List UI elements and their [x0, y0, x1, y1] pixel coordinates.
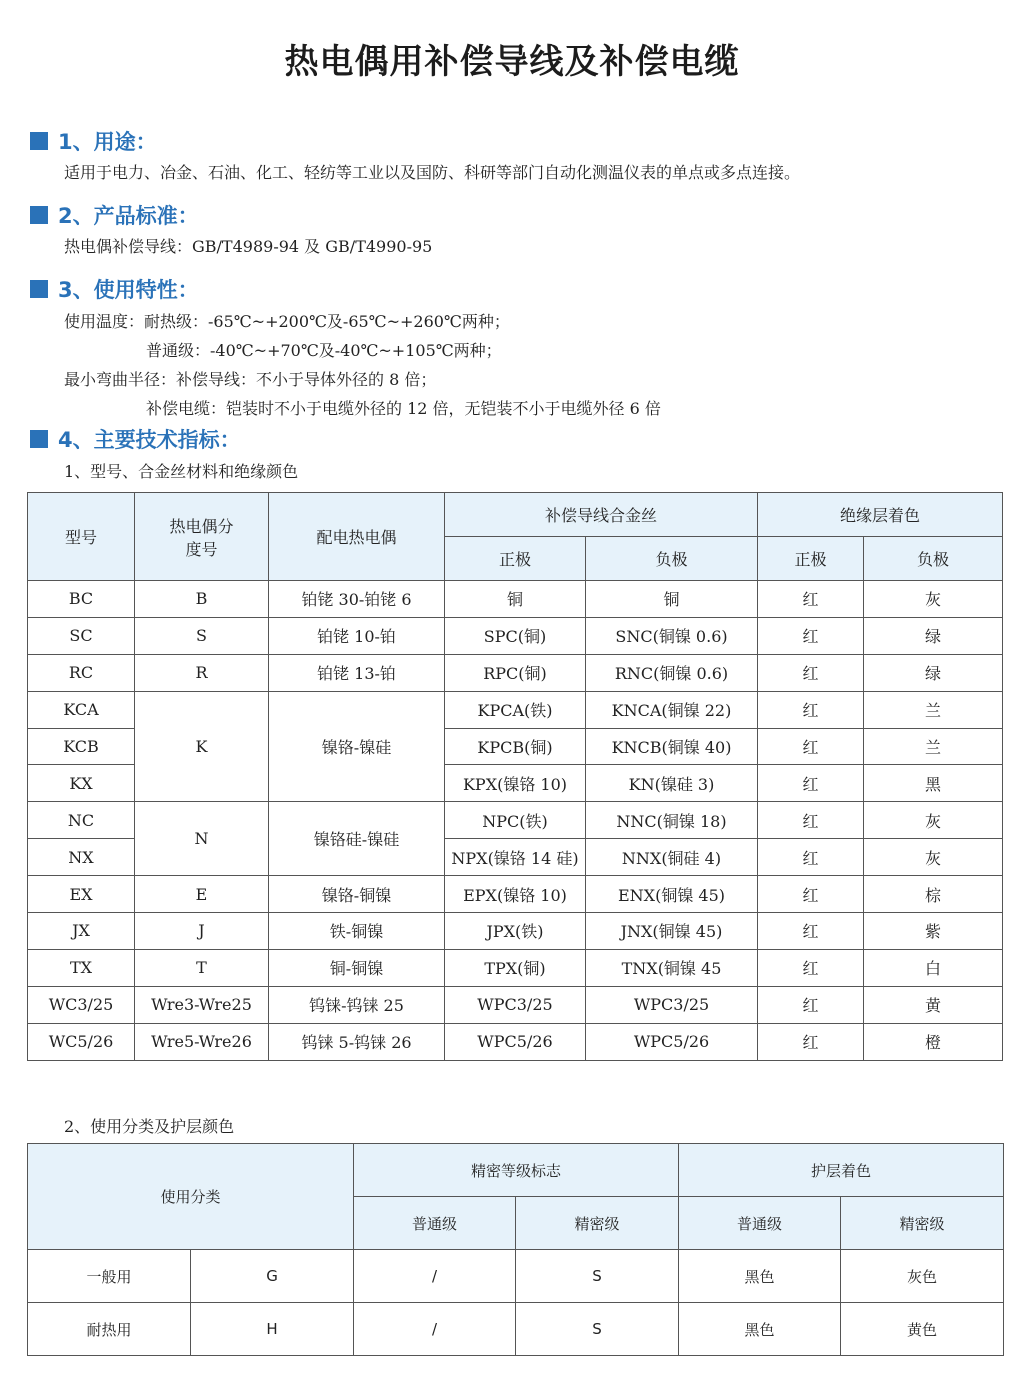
- cell-model: WC5/26: [28, 1023, 135, 1060]
- cell-model: EX: [28, 876, 135, 913]
- cell-thermocouple: 铜-铜镍: [269, 949, 445, 986]
- cell-category-name: 耐热用: [28, 1303, 191, 1356]
- feature-line: 普通级：-40℃~+70℃及-40℃~+105℃两种；: [146, 341, 502, 360]
- table-row: [28, 949, 1003, 986]
- cell-alloy-positive: JPX(铁): [445, 913, 586, 950]
- cell-alloy-positive: NPC(铁): [445, 802, 586, 839]
- cell-insulation-positive: 红: [758, 654, 864, 691]
- header-insulation-negative: 负极: [864, 537, 1003, 581]
- cell-graduation: K: [135, 691, 269, 802]
- cell-alloy-negative: NNX(铜硅 4): [586, 839, 758, 876]
- cell-sheath-precise: 灰色: [841, 1250, 1004, 1303]
- cell-category-name: 一般用: [28, 1250, 191, 1303]
- header-thermocouple: 配电热电偶: [269, 493, 445, 581]
- cell-graduation: T: [135, 949, 269, 986]
- header-alloy-positive: 正极: [445, 537, 586, 581]
- table-row: [28, 617, 1003, 654]
- cell-model: TX: [28, 949, 135, 986]
- cell-sheath-normal: 黑色: [679, 1303, 841, 1356]
- header-precision: 精密等级标志: [354, 1144, 679, 1197]
- table-row: [28, 802, 1003, 839]
- square-bullet-icon: [30, 206, 48, 224]
- header-sheath-precise: 精密级: [841, 1197, 1004, 1250]
- cell-insulation-negative: 灰: [864, 802, 1003, 839]
- cell-graduation: S: [135, 617, 269, 654]
- cell-insulation-negative: 棕: [864, 876, 1003, 913]
- section-heading-text: 4、主要技术指标：: [58, 428, 241, 452]
- header-sheath-normal: 普通级: [679, 1197, 841, 1250]
- cell-alloy-positive: 铜: [445, 581, 586, 618]
- cell-alloy-positive: WPC3/25: [445, 986, 586, 1023]
- square-bullet-icon: [30, 280, 48, 298]
- sub-heading-materials: 1、型号、合金丝材料和绝缘颜色: [64, 462, 299, 481]
- cell-insulation-negative: 灰: [864, 839, 1003, 876]
- usage-text: 适用于电力、冶金、石油、化工、轻纺等工业以及国防、科研等部门自动化测温仪表的单点或多点连接。: [64, 163, 801, 182]
- cell-thermocouple: 铂铑 30-铂铑 6: [269, 581, 445, 618]
- table-row: [28, 1023, 1003, 1060]
- cell-thermocouple: 铂铑 10-铂: [269, 617, 445, 654]
- cell-alloy-negative: TNX(铜镍 45: [586, 949, 758, 986]
- header-graduation: 热电偶分度号: [135, 493, 269, 581]
- cell-insulation-positive: 红: [758, 581, 864, 618]
- cell-alloy-negative: ENX(铜镍 45): [586, 876, 758, 913]
- header-insulation: 绝缘层着色: [758, 493, 1003, 537]
- header-insulation-positive: 正极: [758, 537, 864, 581]
- cell-alloy-negative: RNC(铜镍 0.6): [586, 654, 758, 691]
- cell-alloy-positive: WPC5/26: [445, 1023, 586, 1060]
- cell-sheath-precise: 黄色: [841, 1303, 1004, 1356]
- cell-model: BC: [28, 581, 135, 618]
- cell-alloy-positive: KPCB(铜): [445, 728, 586, 765]
- cell-category-code: G: [191, 1250, 354, 1303]
- cell-insulation-positive: 红: [758, 949, 864, 986]
- feature-line: 补偿电缆：铠装时不小于电缆外径的 12 倍，无铠装不小于电缆外径 6 倍: [146, 399, 661, 418]
- cell-alloy-positive: EPX(镍铬 10): [445, 876, 586, 913]
- cell-alloy-positive: TPX(铜): [445, 949, 586, 986]
- cell-model: NX: [28, 839, 135, 876]
- cell-model: KCA: [28, 691, 135, 728]
- cell-alloy-negative: NNC(铜镍 18): [586, 802, 758, 839]
- table-row: [28, 986, 1003, 1023]
- header-category: 使用分类: [28, 1144, 354, 1250]
- cell-thermocouple: 镍铬-铜镍: [269, 876, 445, 913]
- cell-graduation: R: [135, 654, 269, 691]
- cell-model: WC3/25: [28, 986, 135, 1023]
- cell-alloy-negative: JNX(铜镍 45): [586, 913, 758, 950]
- cell-model: KX: [28, 765, 135, 802]
- cell-insulation-negative: 白: [864, 949, 1003, 986]
- standard-text: 热电偶补偿导线：GB/T4989-94 及 GB/T4990-95: [64, 237, 433, 256]
- cell-insulation-negative: 兰: [864, 728, 1003, 765]
- cell-alloy-negative: SNC(铜镍 0.6): [586, 617, 758, 654]
- cell-insulation-positive: 红: [758, 986, 864, 1023]
- section-heading-text: 3、使用特性：: [58, 278, 199, 302]
- cell-insulation-positive: 红: [758, 839, 864, 876]
- cell-insulation-negative: 橙: [864, 1023, 1003, 1060]
- table-row: [28, 1303, 1004, 1356]
- cell-insulation-negative: 黄: [864, 986, 1003, 1023]
- cell-alloy-negative: WPC3/25: [586, 986, 758, 1023]
- spec-table: [27, 492, 1003, 1061]
- header-sheath: 护层着色: [679, 1144, 1004, 1197]
- square-bullet-icon: [30, 132, 48, 150]
- usage-table: [27, 1143, 1004, 1356]
- cell-insulation-positive: 红: [758, 617, 864, 654]
- header-model: 型号: [28, 493, 135, 581]
- cell-category-code: H: [191, 1303, 354, 1356]
- cell-insulation-negative: 绿: [864, 654, 1003, 691]
- section-heading-text: 2、产品标准：: [58, 204, 199, 228]
- sub-heading-usage-category: 2、使用分类及护层颜色: [64, 1117, 235, 1136]
- section-heading-standard: [30, 200, 199, 230]
- cell-thermocouple: 镍铬硅-镍硅: [269, 802, 445, 876]
- cell-graduation: B: [135, 581, 269, 618]
- table-row: [28, 691, 1003, 728]
- page-title: 热电偶用补偿导线及补偿电缆: [284, 42, 740, 82]
- cell-thermocouple: 铂铑 13-铂: [269, 654, 445, 691]
- cell-alloy-positive: SPC(铜): [445, 617, 586, 654]
- cell-alloy-positive: NPX(镍铬 14 硅): [445, 839, 586, 876]
- section-heading-features: [30, 274, 199, 304]
- cell-model: JX: [28, 913, 135, 950]
- header-precision-normal: 普通级: [354, 1197, 516, 1250]
- cell-insulation-negative: 黑: [864, 765, 1003, 802]
- cell-precision-normal: /: [354, 1303, 516, 1356]
- cell-thermocouple: 镍铬-镍硅: [269, 691, 445, 802]
- cell-alloy-negative: KNCB(铜镍 40): [586, 728, 758, 765]
- cell-thermocouple: 钨铼 5-钨铼 26: [269, 1023, 445, 1060]
- section-heading-specs: [30, 424, 241, 454]
- feature-line: 使用温度：耐热级：-65℃~+200℃及-65℃~+260℃两种；: [64, 312, 510, 331]
- cell-insulation-negative: 绿: [864, 617, 1003, 654]
- cell-insulation-negative: 紫: [864, 913, 1003, 950]
- feature-line: 最小弯曲半径：补偿导线：不小于导体外径的 8 倍；: [64, 370, 437, 389]
- table-row: [28, 581, 1003, 618]
- cell-alloy-positive: KPX(镍铬 10): [445, 765, 586, 802]
- cell-alloy-negative: KNCA(铜镍 22): [586, 691, 758, 728]
- cell-alloy-positive: RPC(铜): [445, 654, 586, 691]
- cell-insulation-positive: 红: [758, 913, 864, 950]
- cell-model: NC: [28, 802, 135, 839]
- cell-sheath-normal: 黑色: [679, 1250, 841, 1303]
- header-alloy-negative: 负极: [586, 537, 758, 581]
- cell-thermocouple: 铁-铜镍: [269, 913, 445, 950]
- cell-precision-normal: /: [354, 1250, 516, 1303]
- square-bullet-icon: [30, 430, 48, 448]
- cell-alloy-negative: 铜: [586, 581, 758, 618]
- table-row: [28, 654, 1003, 691]
- cell-insulation-positive: 红: [758, 802, 864, 839]
- header-alloy: 补偿导线合金丝: [445, 493, 758, 537]
- header-precision-precise: 精密级: [516, 1197, 679, 1250]
- cell-insulation-positive: 红: [758, 876, 864, 913]
- cell-thermocouple: 钨铼-钨铼 25: [269, 986, 445, 1023]
- cell-insulation-negative: 灰: [864, 581, 1003, 618]
- cell-precision-precise: S: [516, 1250, 679, 1303]
- cell-insulation-positive: 红: [758, 691, 864, 728]
- cell-model: SC: [28, 617, 135, 654]
- cell-alloy-negative: KN(镍硅 3): [586, 765, 758, 802]
- cell-insulation-negative: 兰: [864, 691, 1003, 728]
- table-row: [28, 1250, 1004, 1303]
- cell-graduation: N: [135, 802, 269, 876]
- cell-insulation-positive: 红: [758, 1023, 864, 1060]
- section-heading-text: 1、用途：: [58, 130, 157, 154]
- cell-alloy-positive: KPCA(铁): [445, 691, 586, 728]
- table-row: [28, 876, 1003, 913]
- cell-graduation: J: [135, 913, 269, 950]
- cell-graduation: Wre3-Wre25: [135, 986, 269, 1023]
- cell-graduation: Wre5-Wre26: [135, 1023, 269, 1060]
- section-heading-usage: [30, 126, 157, 156]
- cell-model: RC: [28, 654, 135, 691]
- cell-alloy-negative: WPC5/26: [586, 1023, 758, 1060]
- cell-insulation-positive: 红: [758, 728, 864, 765]
- cell-insulation-positive: 红: [758, 765, 864, 802]
- table-row: [28, 913, 1003, 950]
- cell-precision-precise: S: [516, 1303, 679, 1356]
- cell-model: KCB: [28, 728, 135, 765]
- cell-graduation: E: [135, 876, 269, 913]
